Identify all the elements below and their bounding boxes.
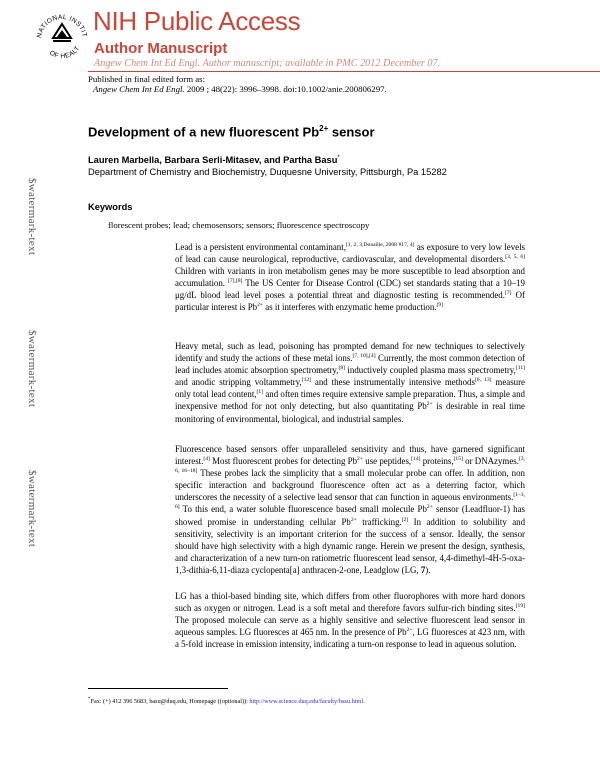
citation-detail: 2009 ; 48(22): 3996–3998. doi:10.1002/anie.200806297.: [184, 84, 387, 94]
footnote-text: Fax: (+) 412 396 5683, basu@duq.edu, Homepage ((optional)):: [90, 698, 250, 706]
header-title: NIH Public Access: [93, 6, 301, 36]
citation-ref: 2+: [350, 516, 357, 523]
citation-ref: [9]: [436, 302, 444, 309]
article-title-text: Development of a new fluorescent Pb: [88, 124, 320, 140]
body-text: 7: [420, 564, 426, 575]
body-text: These probes lack the simplicity that a small molecular probe can offer. In addition, non specific interaction and background fluorescence often act as a deterring factor, which underscores the necessity of a selective lead sensor that can function in aqueous environments.: [175, 468, 525, 503]
citation-ref: 2+: [257, 302, 264, 309]
footnote-rule: [88, 688, 228, 689]
citation-ref: [15]: [453, 456, 463, 463]
body-text: trafficking.: [356, 516, 402, 527]
paragraph-1: [175, 241, 525, 314]
article-title: [88, 124, 375, 139]
paragraph-3: [175, 443, 525, 576]
body-text: measure only total lead content,: [175, 377, 525, 400]
citation-ref: [1]: [256, 389, 264, 396]
body-text: as exposure to very low levels of lead can cause neurological, reproductive, cardiovascular, and developmental disorders.: [175, 242, 525, 265]
body-text: Lead is a persistent environmental contaminant,: [175, 242, 346, 252]
header-subtitle: Author Manuscript: [94, 40, 228, 57]
body-text: is desirable in real time monitoring of environmental, biological, and industrial samples.: [175, 401, 525, 424]
citation-ref: 2+: [357, 456, 363, 463]
body-text: ).: [425, 564, 431, 575]
footnote-end: .: [363, 698, 365, 706]
body-text: Most fluorescent probes for detecting Pb: [209, 456, 358, 467]
body-text: To this end, a water soluble fluorescence based small molecule Pb: [179, 504, 427, 515]
paragraph-4: [175, 590, 525, 650]
homepage-link[interactable]: http://www.science.duq.edu/faculty/basu.html: [249, 698, 364, 706]
body-text: proteins,: [420, 456, 454, 467]
watermark-2: $watermark-text: [26, 330, 38, 408]
citation-ref: [12]: [301, 377, 312, 384]
citation-ref: [7]: [504, 290, 512, 297]
body-text: or DNAzymes.: [462, 456, 519, 467]
citation-ref: [8]: [338, 365, 346, 372]
body-text: and these instrumentally intensive methods: [311, 377, 475, 388]
citation-ref: [11]: [515, 365, 525, 372]
body-text: , LG fluoresces at 423 nm, with a 5-fold increase in emission intensity, indicating a turn-on response to lead in aqueous solution.: [175, 627, 525, 650]
nih-logo: [33, 4, 91, 70]
body-text: use peptides,: [363, 456, 412, 467]
keywords-text: florescent probes; lead; chemosensors; sensors; fluorescence spectroscopy: [108, 220, 370, 230]
citation-ref: [1, 2, 3,Donaille, 2008 #17, 4]: [345, 242, 415, 248]
body-text: The proposed molecule can serve as a highly sensitive and selective fluorescent lead sensor in aqueous samples. LG fluoresces at 465 nm. In the presence of Pb: [175, 615, 525, 638]
body-text: Fluorescence based sensors offer unparalleled sensitivity and thus, have garnered significant interest.: [175, 444, 525, 467]
citation-ref: 2+: [426, 401, 433, 408]
authors-text: Lauren Marbella, Barbara Serli-Mitasev, and Partha Basu: [88, 155, 338, 166]
watermark-3: $watermark-text: [26, 470, 38, 548]
body-text: as it interferes with enzymatic heme production.: [263, 302, 437, 313]
body-text: Heavy metal, such as lead, poisoning has prompted demand for new techniques to selectively identify and study the actions of these metal ions.: [175, 341, 525, 364]
body-text: and anodic stripping voltammetry,: [175, 377, 302, 388]
publication-citation: [93, 84, 387, 94]
footnote: [88, 697, 365, 705]
paragraph-2: [175, 340, 525, 425]
body-text: LG has a thiol-based binding site, which differs from other fluorophores with more hard donors such as oxygen or nitrogen. Lead is a soft metal and therefore favors sulfur-rich binding sites.: [175, 591, 525, 614]
body-text: In addition to solubility and sensitivity, selectivity is an important criterion for the success of a sensor. Ideally, the sensor should have high selectivity with a high dynamic range. Herein we present the design, synthesis, and characterization of a new turn-on ratiometric fluorescent lead sensor, 4,4-dimethyl-4H-5-oxa-1,3-dithia-6,11-diaza cyclopenta[a] anthracen-2-one, Leadglow (LG,: [175, 516, 526, 575]
body-text: Currently, the most common detection of lead includes atomic absorption spectrometry,: [175, 353, 525, 376]
citation-ref: [4]: [203, 456, 210, 463]
body-text: Of particular interest is Pb: [175, 290, 526, 313]
body-text: Children with variants in iron metabolism genes may be more susceptible to lead absorption and accumulation.: [175, 266, 525, 289]
watermark-1: $watermark-text: [26, 178, 38, 256]
citation-ref: [19]: [515, 603, 525, 610]
citation-ref: [1–3, 6]: [175, 492, 525, 511]
citation-ref: [7],[8]: [227, 278, 243, 285]
citation-ref: [14]: [411, 456, 421, 463]
svg-text:NATIONAL INSTITUTES: NATIONAL INSTIT: [36, 13, 88, 39]
footnote-mark: *: [88, 697, 91, 702]
manuscript-line: Angew Chem Int Ed Engl. Author manuscript; available in PMC 2012 December 07.: [94, 58, 441, 69]
citation-ref: [7, 10],[4]: [352, 353, 376, 360]
svg-text:OF HEALTH: OF HEALT: [48, 45, 82, 61]
affiliation: Department of Chemistry and Biochemistry, Duquesne University, Pittsburgh, Pa 15282: [88, 167, 447, 177]
citation-ref: [2]: [401, 516, 409, 523]
citation-ref: 2+: [426, 504, 433, 511]
citation-ref: 2+: [406, 627, 413, 634]
citation-ref: [3, 6, 16–18]: [175, 456, 525, 475]
body-text: The US Center for Disease Control (CDC) set standards stating that a 10–19 μg/dL blood lead level poses a potential threat and diagnostic testing is recommended.: [175, 278, 525, 301]
nih-seal-icon: [33, 4, 91, 70]
header-rule: [88, 71, 600, 72]
published-label: Published in final edited form as:: [88, 74, 206, 84]
body-text: sensor (Leadfluor-1) has showed promise in understanding cellular Pb: [175, 504, 525, 527]
keywords-heading: Keywords: [88, 202, 133, 212]
corresponding-mark: *: [337, 155, 340, 161]
article-title-sup: 2+: [319, 124, 329, 133]
authors: [88, 155, 340, 165]
journal-name: Angew Chem Int Ed Engl.: [93, 84, 185, 94]
citation-ref: [3, 5, 6]: [505, 254, 525, 261]
article-title-end: sensor: [328, 124, 375, 140]
body-text: and often times require extensive sample preparation. Thus, a simple and inexpensive method for not only detecting, but also quantitating Pb: [175, 389, 525, 412]
body-text: inductively coupled plasma mass spectrometry,: [345, 365, 516, 376]
citation-ref: [6, 13]: [474, 377, 492, 384]
